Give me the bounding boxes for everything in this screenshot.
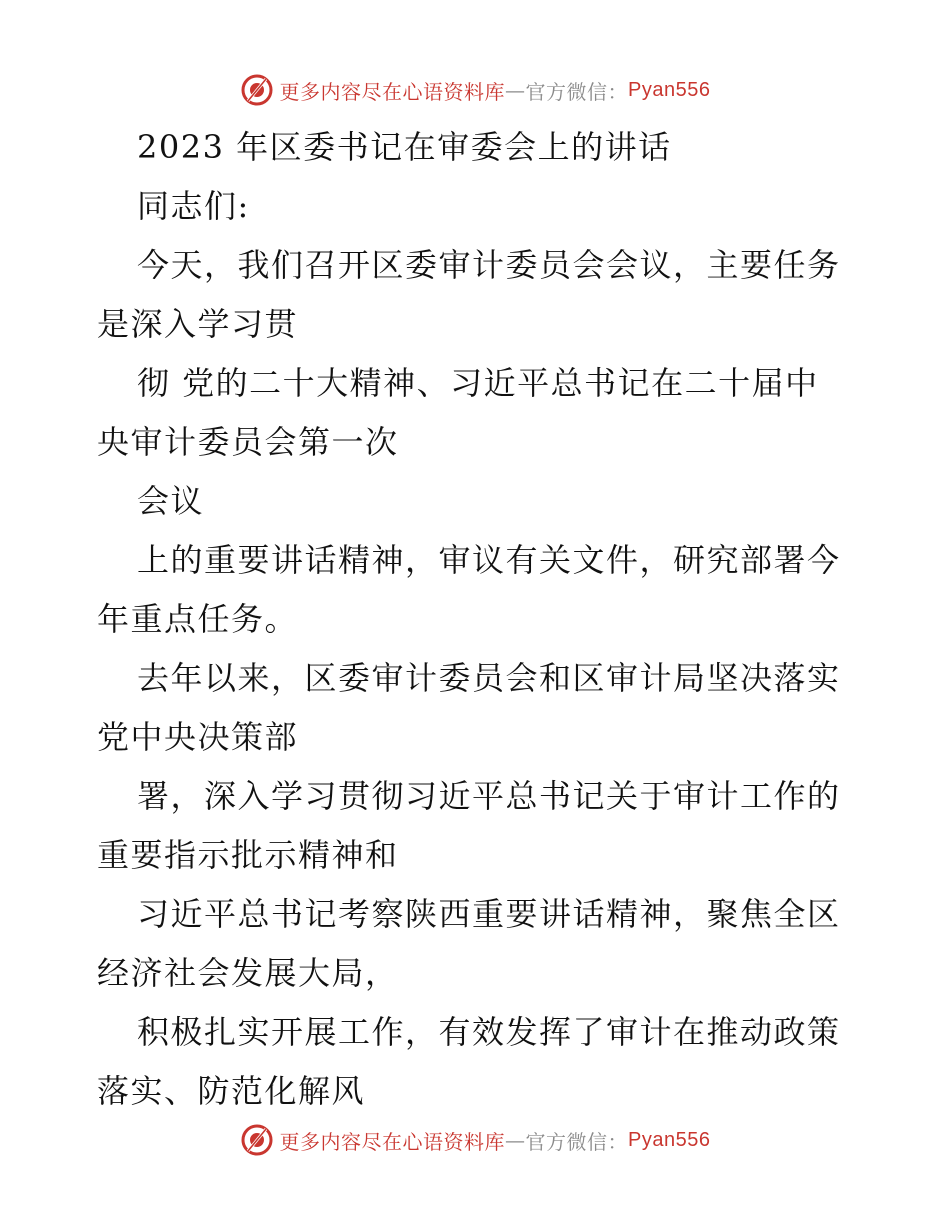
pen-logo-icon — [240, 1123, 274, 1157]
document-body — [97, 118, 857, 1121]
watermark-label: 官方微信： — [525, 79, 629, 104]
text-line: 重要指示批示精神和 — [97, 836, 399, 874]
text-line: 彻 党的二十大精神、习近平总书记在二十届中 — [137, 364, 819, 402]
watermark-dash: — — [505, 1128, 526, 1152]
text-line: 是深入学习贯 — [97, 305, 299, 343]
text-line: 去年以来，区委审计委员会和区审计局坚决落实 — [137, 659, 841, 697]
watermark-main-text: 更多内容尽在心语资料库 — [279, 79, 506, 104]
text-line: 习近平总书记考察陕西重要讲话精神，聚焦全区 — [137, 895, 841, 933]
text-line: 署，深入学习贯彻习近平总书记关于审计工作的 — [137, 777, 841, 815]
text-line: 落实、防范化解风 — [97, 1072, 366, 1110]
watermark-wechat-id: Pyan556 — [628, 78, 711, 101]
text-line: 年重点任务。 — [97, 600, 299, 638]
salutation: 同志们: — [137, 187, 250, 225]
text-line: 党中央决策部 — [97, 718, 299, 756]
header-watermark — [0, 70, 950, 110]
text-line: 今天，我们召开区委审计委员会会议，主要任务 — [137, 246, 841, 284]
footer-watermark — [0, 1120, 950, 1160]
watermark-label: 官方微信： — [525, 1129, 629, 1154]
text-line: 经济社会发展大局， — [97, 954, 399, 992]
text-line: 央审计委员会第一次 — [97, 423, 399, 461]
watermark-dash: — — [505, 78, 526, 102]
document-title: 2023 年区委书记在审委会上的讲话 — [137, 128, 672, 166]
text-line: 会议 — [137, 482, 205, 520]
pen-logo-icon — [240, 73, 274, 107]
text-line: 积极扎实开展工作，有效发挥了审计在推动政策 — [137, 1013, 841, 1051]
watermark-main-text: 更多内容尽在心语资料库 — [279, 1129, 506, 1154]
text-line: 上的重要讲话精神，审议有关文件，研究部署今 — [137, 541, 841, 579]
watermark-wechat-id: Pyan556 — [628, 1128, 711, 1151]
